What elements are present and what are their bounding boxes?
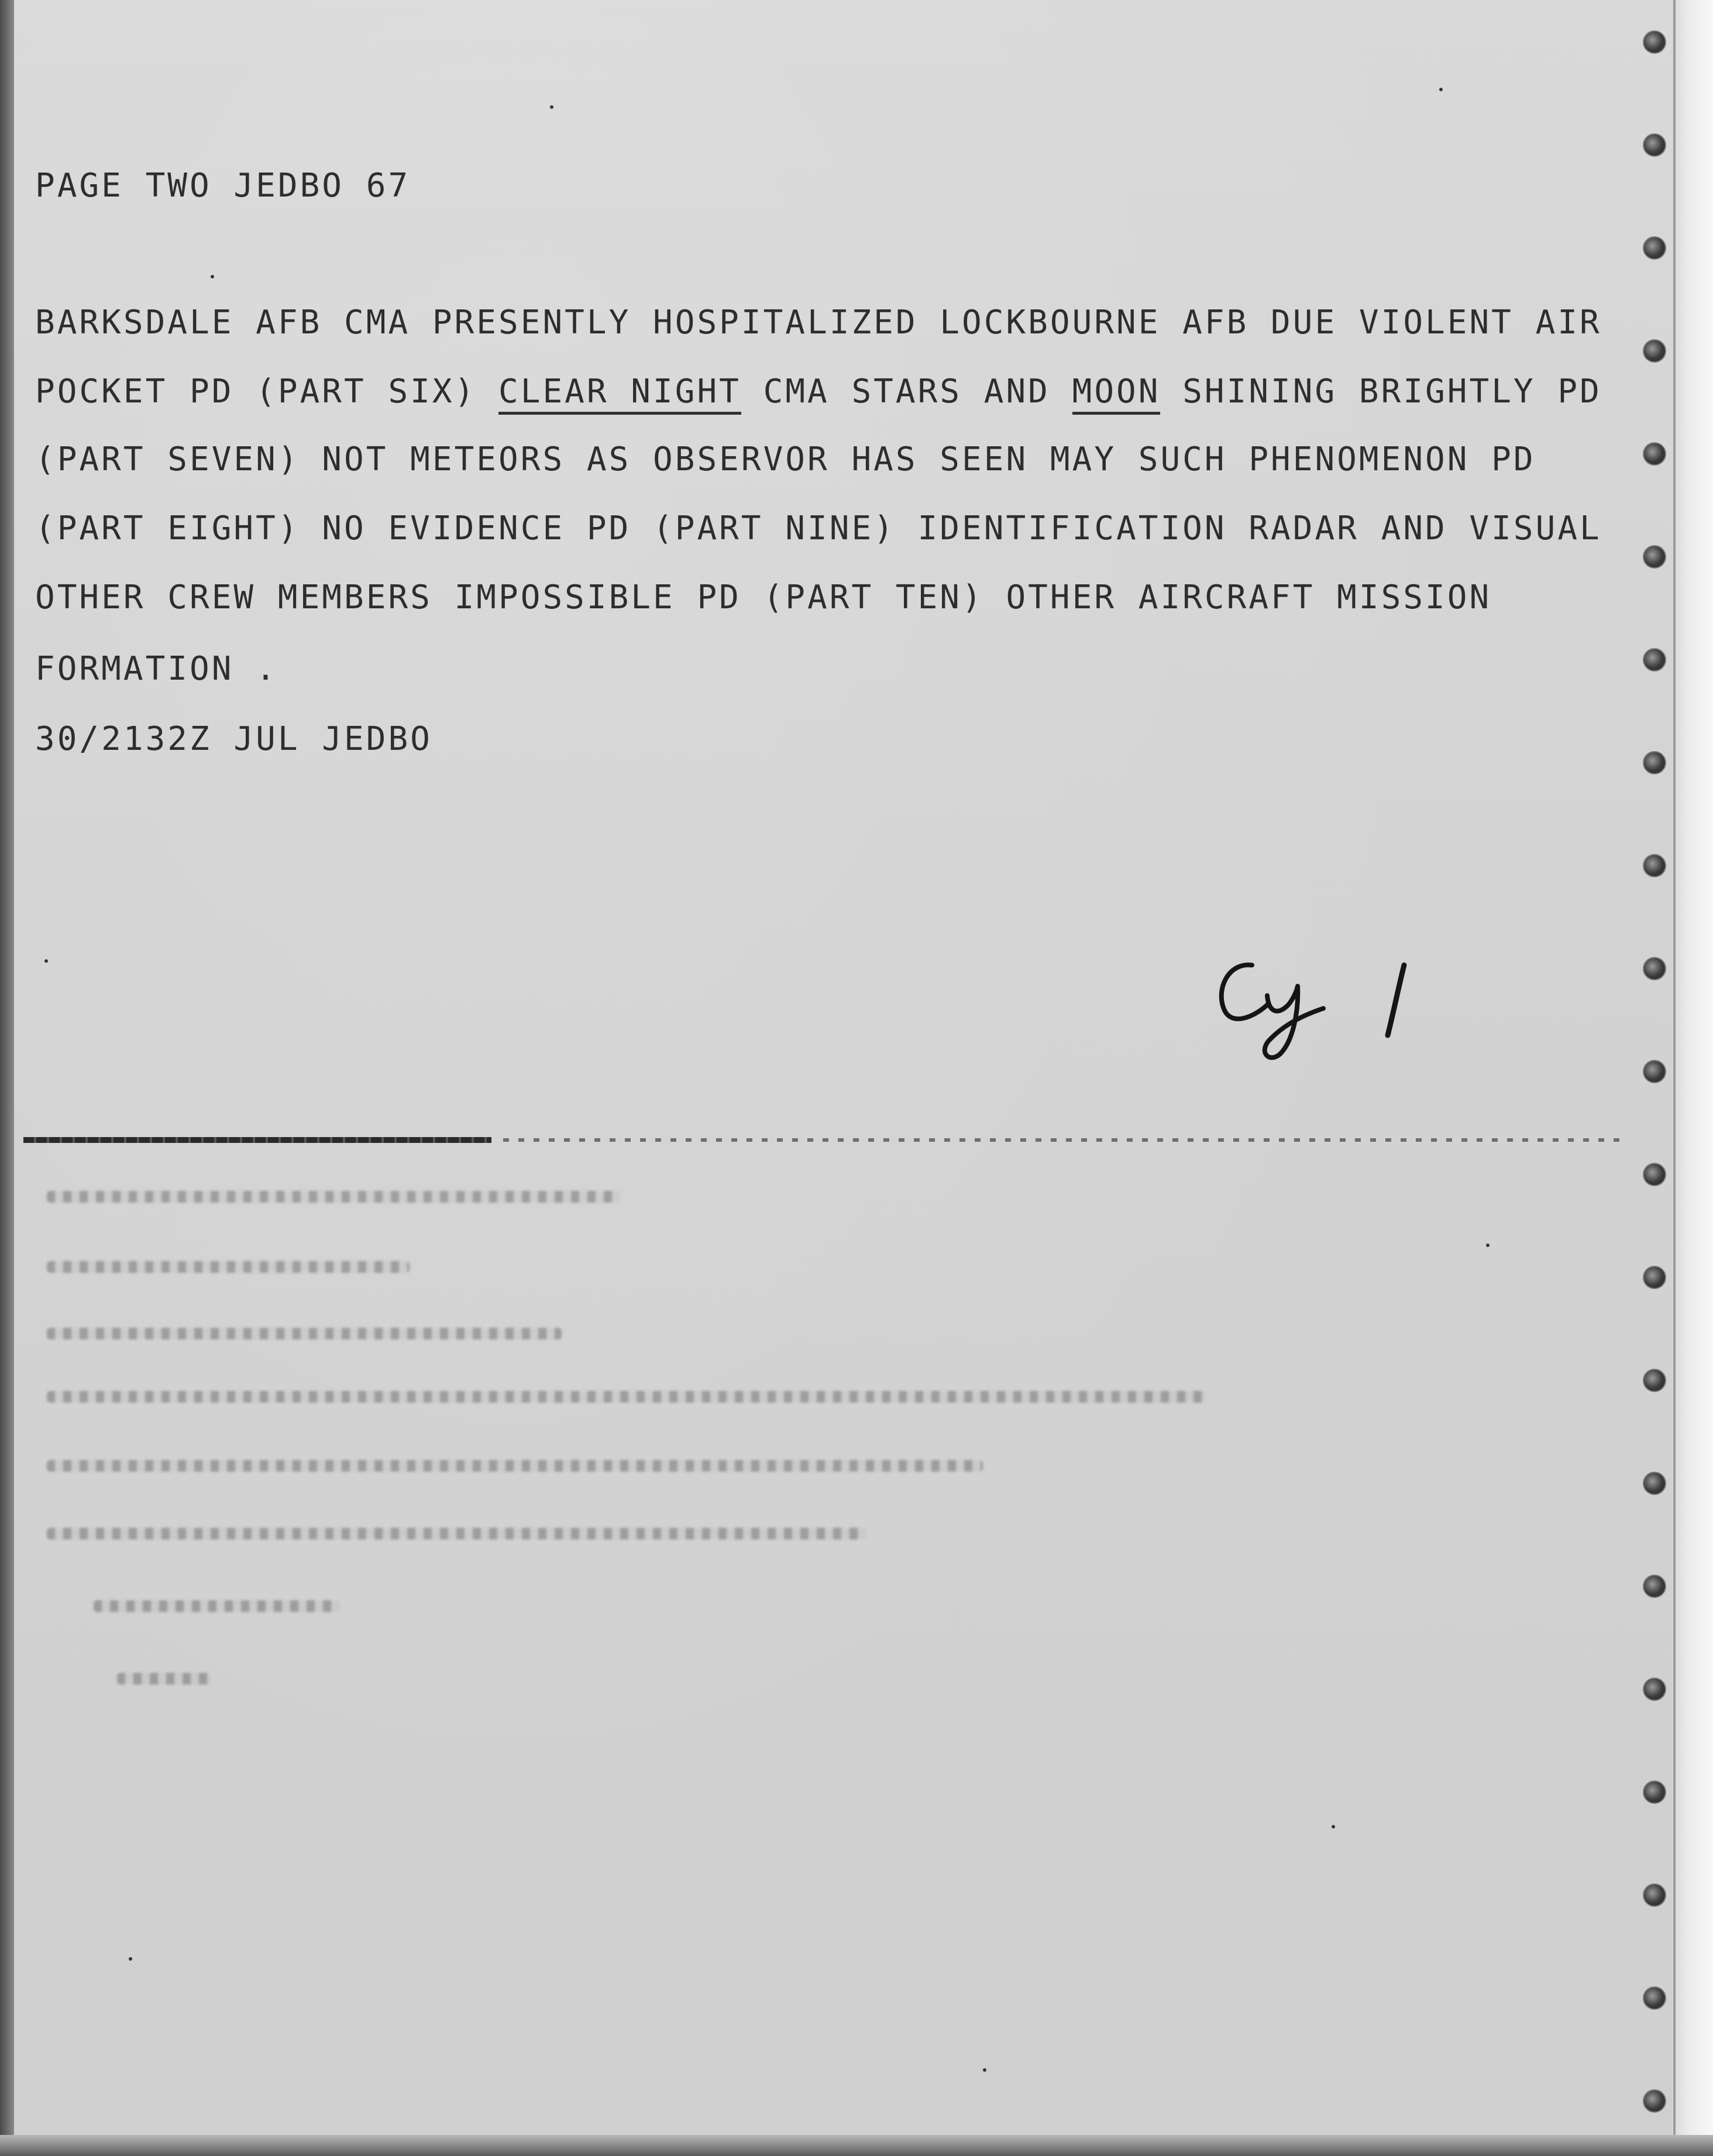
sprocket-hole [1643,1060,1666,1083]
sprocket-hole [1643,2089,1666,2113]
page-header: PAGE TWO JEDBO 67 [35,167,411,205]
body-line-1: BARKSDALE AFB CMA PRESENTLY HOSPITALIZED LOCKBOURNE AFB DUE VIOLENT AIR [35,304,1602,342]
sprocket-hole [1643,236,1666,260]
body-line-3: (PART SEVEN) NOT METEORS AS OBSERVOR HAS SEEN MAY SUCH PHENOMENON PD [35,440,1536,478]
faded-ghost-text [47,1460,983,1472]
faded-ghost-text [117,1673,211,1685]
tear-line [23,1137,1650,1145]
sprocket-hole [1643,1780,1666,1804]
faded-ghost-text [47,1261,410,1273]
sprocket-hole [1643,1163,1666,1186]
scan-speck [1439,88,1443,91]
sprocket-hole [1643,854,1666,877]
sprocket-hole [1643,133,1666,157]
left-page-edge [0,0,14,2156]
body-line-2-part-3: CMA STARS AND [741,373,1072,411]
scan-speck [550,105,553,109]
sprocket-hole [1643,957,1666,980]
sprocket-hole [1643,1678,1666,1701]
body-line-5: OTHER CREW MEMBERS IMPOSSIBLE PD (PART TEN) OTHER AIRCRAFT MISSION [35,578,1492,617]
underlined-moon: MOON [1072,373,1161,415]
body-line-2-part-1: POCKET PD (PART SIX) [35,373,499,411]
sprocket-hole [1643,648,1666,671]
scan-speck [44,959,48,963]
body-line-2 [35,373,1602,411]
sprocket-hole [1643,1986,1666,2010]
sprocket-hole [1643,30,1666,54]
sprocket-hole [1643,1472,1666,1495]
faded-ghost-text [47,1191,620,1203]
scan-speck [983,2068,986,2072]
sprocket-hole [1643,545,1666,569]
tear-line-solid [23,1137,491,1143]
scan-speck [129,1957,132,1961]
scan-speck [1332,1825,1335,1828]
body-line-2-part-5: SHINING BRIGHTLY PD [1160,373,1602,411]
body-line-6: FORMATION . [35,650,278,688]
sprocket-hole [1643,751,1666,774]
underlined-clear-night: CLEAR NIGHT [498,373,741,415]
sprocket-hole [1643,1266,1666,1289]
tractor-feed-perforation [1673,0,1676,2156]
sprocket-hole [1643,339,1666,363]
date-time-group: 30/2132Z JUL JEDBO [35,720,432,758]
sprocket-hole [1643,442,1666,466]
tractor-feed-strip [1672,0,1713,2156]
handwritten-annotation [1211,948,1422,1065]
sprocket-hole [1643,1575,1666,1598]
faded-ghost-text [47,1391,1205,1403]
scan-speck [1486,1244,1490,1247]
scan-speck [211,275,214,278]
faded-ghost-text [94,1600,339,1612]
body-line-4: (PART EIGHT) NO EVIDENCE PD (PART NINE) IDENTIFICATION RADAR AND VISUAL [35,509,1602,547]
faded-ghost-text [47,1328,562,1339]
tear-line-dashed [503,1138,1626,1142]
sprocket-hole [1643,1369,1666,1392]
bottom-page-edge [0,2135,1713,2156]
sprocket-hole [1643,1883,1666,1907]
faded-ghost-text [47,1528,866,1539]
